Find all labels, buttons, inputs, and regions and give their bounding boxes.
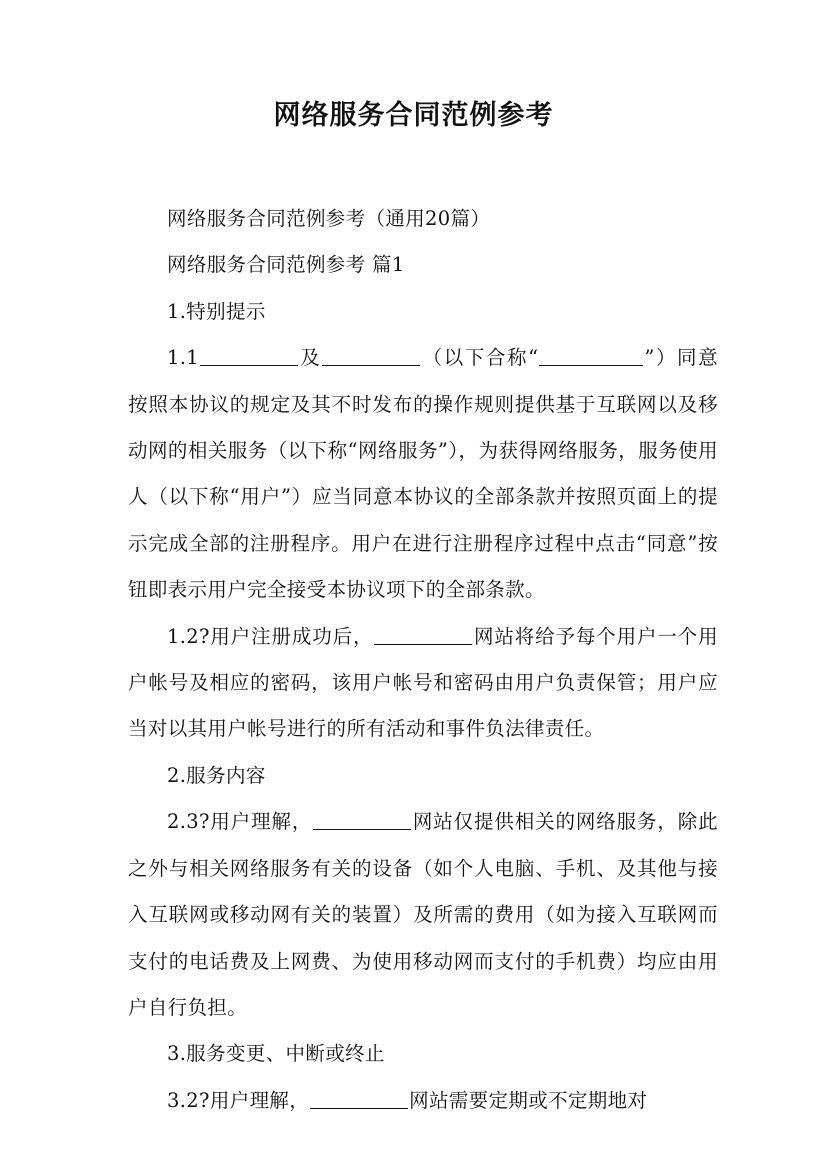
paragraph-1-1-suffix-a: （以下合称“ xyxy=(421,346,539,370)
paragraph-3-2-suffix: 网站需要定期或不定期地对 xyxy=(409,1088,648,1112)
chapter-heading: 网络服务合同范例参考 篇1 xyxy=(167,253,405,277)
section-heading-1: 1.特别提示 xyxy=(167,299,266,323)
paragraph-2-3 xyxy=(128,799,718,1031)
document-title: 网络服务合同范例参考 xyxy=(273,100,554,131)
paragraph-1-1-mid: 及 xyxy=(299,346,322,370)
paragraph-1-1 xyxy=(128,335,718,613)
blank-line xyxy=(322,346,420,367)
blank-line xyxy=(310,1088,408,1109)
paragraph-3-2-prefix: 3.2?用户理解， xyxy=(167,1088,310,1112)
paragraph-1-1-prefix: 1.1 xyxy=(167,346,200,370)
section-heading-3: 3.服务变更、中断或终止 xyxy=(167,1042,385,1066)
paragraph-1-2-suffix: 网站将给予每个用户一个用户帐号及相应的密码，该用户帐号和密码由用户负责保管；用户应当对以其用户帐号进行的所有活动和事件负法律责任。 xyxy=(128,624,718,741)
paragraph-2-3-suffix: 网站仅提供相关的网络服务，除此之外与相关网络服务有关的设备（如个人电脑、手机、及其他与接入互联网或移动网有关的装置）及所需的费用（如为接入互联网而支付的电话费及上网费、为使用移动网而支付的手机费）均应由用户自行负担。 xyxy=(128,810,718,1019)
blank-line xyxy=(200,346,298,367)
paragraph-1-2 xyxy=(128,614,718,753)
paragraph-3-2 xyxy=(128,1078,718,1124)
paragraph-1-1-suffix-b: ”）同意按照本协议的规定及其不时发布的操作规则提供基于互联网以及移动网的相关服务（以下称“网络服务”），为获得网络服务，服务使用人（以下称“用户”）应当同意本协议的全部条款并按照页面上的提示完成全部的注册程序。用户在进行注册程序过程中点击“同意”按钮即表示用户完全接受本协议项下的全部条款。 xyxy=(128,346,718,602)
blank-line xyxy=(539,346,643,367)
blank-line xyxy=(313,810,411,831)
document-subtitle: 网络服务合同范例参考（通用20篇） xyxy=(167,207,491,230)
document-body xyxy=(128,196,718,1124)
blank-line xyxy=(374,624,472,645)
paragraph-1-2-prefix: 1.2?用户注册成功后， xyxy=(167,624,374,648)
section-heading-2: 2.服务内容 xyxy=(167,763,266,787)
paragraph-2-3-prefix: 2.3?用户理解， xyxy=(167,810,313,834)
